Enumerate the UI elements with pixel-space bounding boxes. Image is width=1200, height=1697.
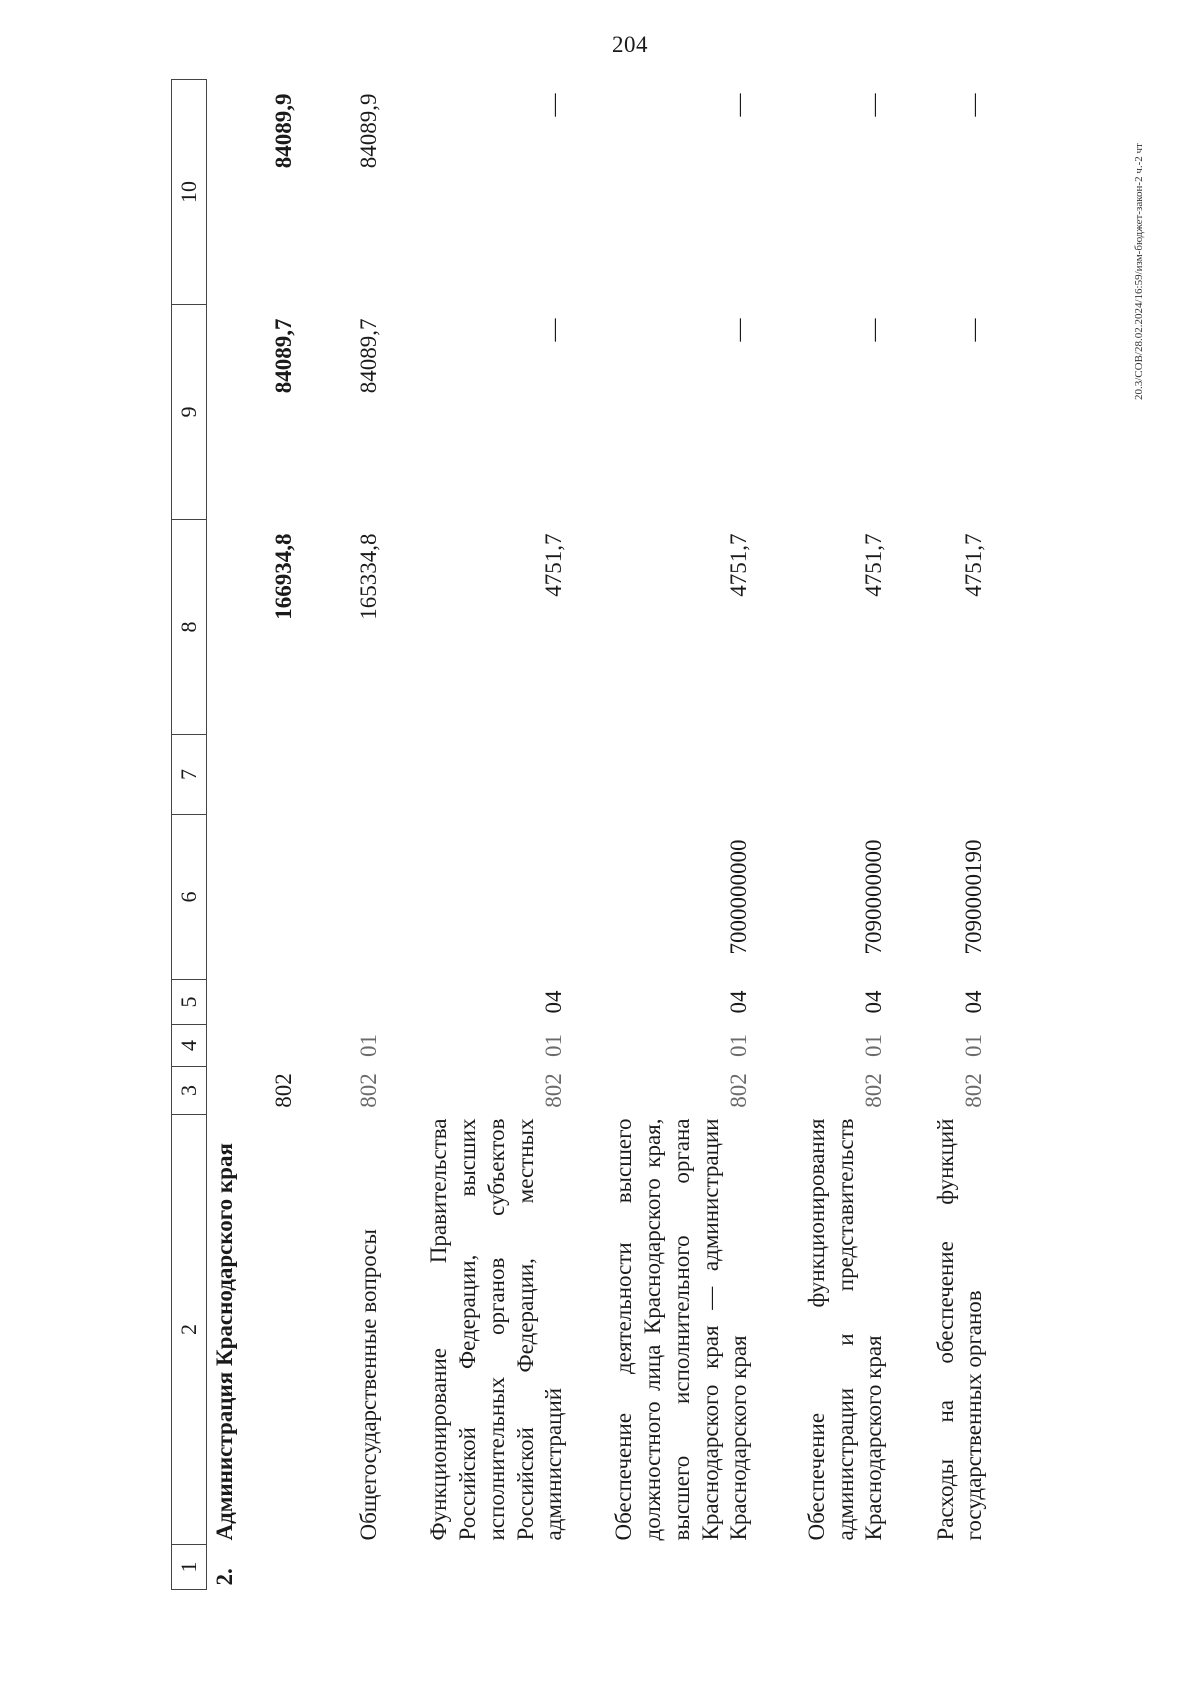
row-number bbox=[569, 1545, 754, 1590]
cell-c4 bbox=[889, 1025, 989, 1067]
cell-c6: 7090000190 bbox=[961, 839, 987, 955]
table-row bbox=[569, 80, 754, 1590]
cell-value: 01 bbox=[356, 1034, 382, 1057]
page-number: 204 bbox=[612, 32, 648, 57]
col-header: 5 bbox=[172, 980, 207, 1025]
row-name: Общегосударственные вопросы bbox=[356, 1229, 382, 1541]
cell-c9: 84089,7 bbox=[271, 318, 297, 394]
col-header: 9 bbox=[172, 305, 207, 520]
cell-c6: 7090000000 bbox=[861, 839, 887, 955]
cell-c10: — bbox=[861, 93, 887, 117]
row-name: Расходы на обеспечение функций государственных органов bbox=[932, 1118, 987, 1541]
cell-c7 bbox=[207, 735, 300, 815]
cell-c4 bbox=[754, 1025, 889, 1067]
cell-c3 bbox=[569, 1067, 754, 1115]
cell-c4 bbox=[207, 1025, 300, 1067]
cell-value: 802 bbox=[961, 1073, 987, 1108]
cell-c4 bbox=[299, 1025, 384, 1067]
col-header: 10 bbox=[172, 80, 207, 305]
row-number bbox=[754, 1545, 889, 1590]
cell-value: 01 bbox=[541, 1034, 567, 1057]
cell-c5 bbox=[207, 980, 300, 1025]
cell-c3: 802 bbox=[271, 1073, 297, 1108]
cell-c5: 04 bbox=[861, 990, 887, 1014]
row-name: Обеспечение функционирования администрации и представительств Краснодарского края bbox=[803, 1118, 887, 1541]
cell-c9: — bbox=[726, 318, 752, 342]
cell-c3 bbox=[889, 1067, 989, 1115]
cell-value: 802 bbox=[541, 1073, 567, 1108]
cell-c8: 165334,8 bbox=[356, 533, 382, 620]
row-number bbox=[299, 1545, 384, 1590]
cell-value: 802 bbox=[861, 1073, 887, 1108]
budget-table bbox=[171, 79, 989, 1590]
row-name: Администрация Краснодарского края bbox=[212, 1143, 237, 1541]
cell-c10: — bbox=[961, 93, 987, 117]
cell-c5 bbox=[299, 980, 384, 1025]
cell-value: 802 bbox=[356, 1073, 382, 1108]
col-header: 8 bbox=[172, 520, 207, 735]
cell-c9: — bbox=[961, 318, 987, 342]
row-number bbox=[889, 1545, 989, 1590]
cell-c4 bbox=[384, 1025, 569, 1067]
cell-c9: — bbox=[861, 318, 887, 342]
cell-c9: — bbox=[541, 318, 567, 342]
cell-c10: — bbox=[541, 93, 567, 117]
cell-c4 bbox=[569, 1025, 754, 1067]
col-header: 4 bbox=[172, 1025, 207, 1067]
rotated-table-container bbox=[171, 80, 1031, 1590]
stamp-text: 20.3/СОВ/28.02.2024/16:59/изм-бюджет-закон-2 ч.-2 чт bbox=[1133, 143, 1145, 400]
col-header: 2 bbox=[172, 1115, 207, 1545]
col-header: 1 bbox=[172, 1545, 207, 1590]
row-number: 2. bbox=[212, 1568, 237, 1586]
cell-c9: 84089,7 bbox=[356, 318, 382, 394]
cell-value: 01 bbox=[961, 1034, 987, 1057]
cell-c10: — bbox=[726, 93, 752, 117]
table-row bbox=[754, 80, 889, 1590]
col-header: 3 bbox=[172, 1067, 207, 1115]
col-header: 7 bbox=[172, 735, 207, 815]
cell-value: 802 bbox=[726, 1073, 752, 1108]
cell-c7 bbox=[299, 735, 384, 815]
cell-c10: 84089,9 bbox=[271, 93, 297, 169]
table-row bbox=[207, 80, 300, 1590]
row-name: Функционирование Правительства Российской Федерации, высших исполнительных органов субъектов Российской Федерации, местных администраций bbox=[426, 1118, 567, 1541]
cell-c5: 04 bbox=[541, 990, 567, 1014]
table-row bbox=[384, 80, 569, 1590]
cell-c6 bbox=[299, 815, 384, 980]
cell-value: 01 bbox=[726, 1034, 752, 1057]
cell-c7 bbox=[569, 735, 754, 815]
column-number-header bbox=[172, 80, 207, 1590]
row-number bbox=[384, 1545, 569, 1590]
cell-c6 bbox=[207, 815, 300, 980]
cell-c6 bbox=[384, 815, 569, 980]
cell-c10: 84089,9 bbox=[356, 93, 382, 169]
cell-c8: 166934,8 bbox=[271, 533, 297, 620]
table-row bbox=[299, 80, 384, 1590]
cell-c5: 04 bbox=[726, 990, 752, 1014]
cell-c7 bbox=[384, 735, 569, 815]
cell-c8: 4751,7 bbox=[726, 533, 752, 597]
cell-c8: 4751,7 bbox=[541, 533, 567, 597]
table-row bbox=[889, 80, 989, 1590]
cell-c3 bbox=[384, 1067, 569, 1115]
cell-c8: 4751,7 bbox=[861, 533, 887, 597]
document-stamp bbox=[1133, 143, 1145, 412]
cell-c7 bbox=[889, 735, 989, 815]
cell-c8: 4751,7 bbox=[961, 533, 987, 597]
cell-c6: 7000000000 bbox=[726, 839, 752, 955]
cell-c3 bbox=[754, 1067, 889, 1115]
cell-c7 bbox=[754, 735, 889, 815]
cell-c5: 04 bbox=[961, 990, 987, 1014]
col-header: 6 bbox=[172, 815, 207, 980]
cell-c3 bbox=[299, 1067, 384, 1115]
row-name: Обеспечение деятельности высшего должностного лица Краснодарского края, высшего исполнительного органа Краснодарского края — администрации Краснодарского края bbox=[611, 1118, 752, 1541]
cell-value: 01 bbox=[861, 1034, 887, 1057]
